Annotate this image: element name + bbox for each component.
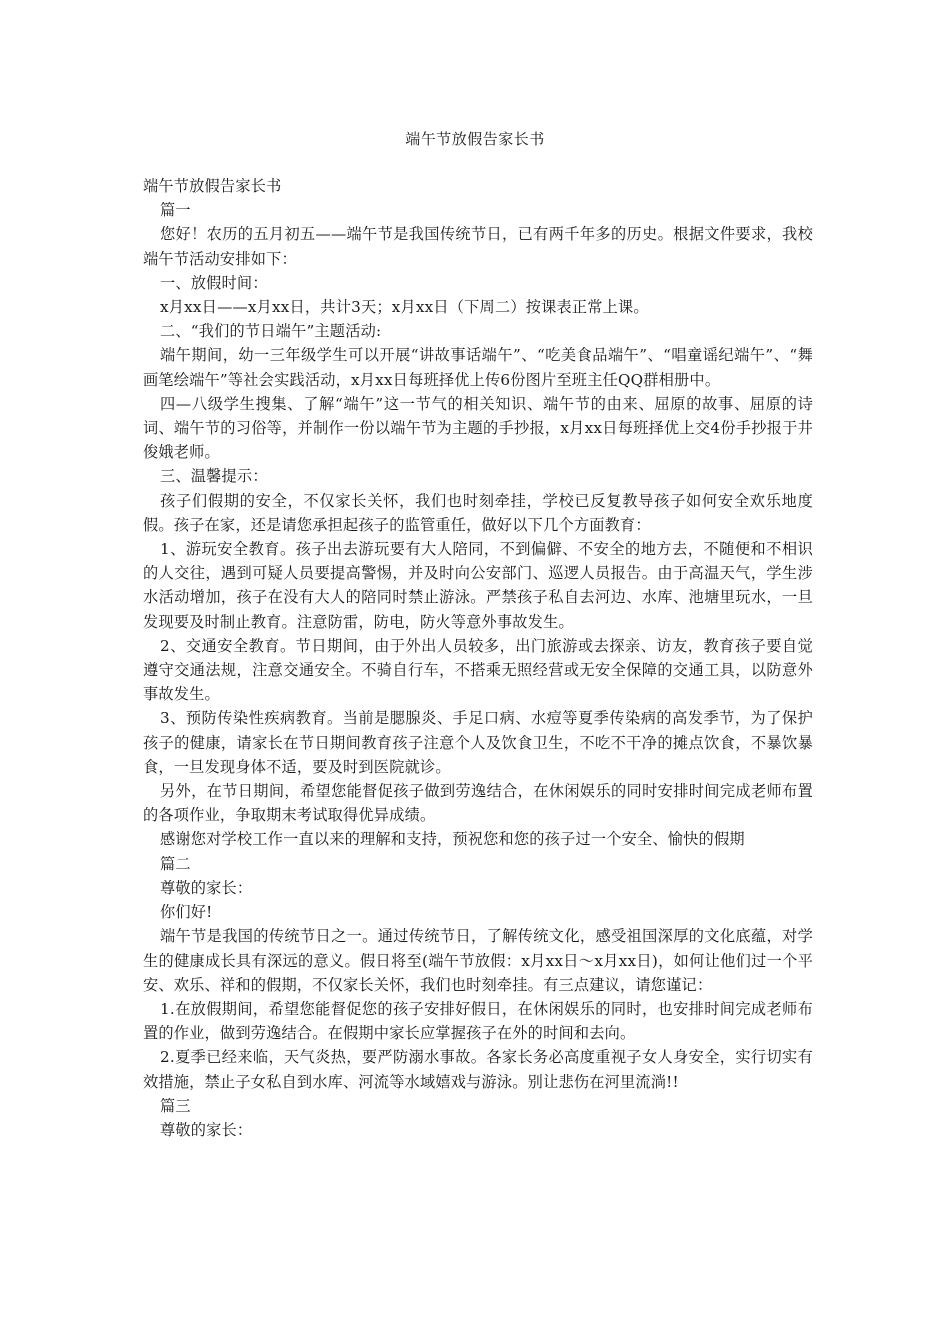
paragraph: x月xx日——x月xx日，共计3天；x月xx日（下周二）按课表正常上课。 [160, 298, 649, 317]
section-label-3: 篇三 [160, 1096, 191, 1115]
section-label-1: 篇一 [160, 201, 191, 220]
document-body [143, 174, 813, 1142]
paragraph: 感谢您对学校工作一直以来的理解和支持，预祝您和您的孩子过一个安全、愉快的假期 [160, 830, 745, 849]
paragraph: 端午节是我国的传统节日之一。通过传统节日，了解传统文化，感受祖国深厚的文化底蕴，对学生的健康成长具有深远的意义。假日将至(端午节放假：x月xx日～x月xx日)，如何让他们过一个平安、欢乐、祥和的假期，不仅家长关怀，我们也时刻牵挂。有三点建议，请您谨记： [143, 927, 813, 994]
paragraph: 三、温馨提示： [160, 467, 268, 486]
paragraph: 尊敬的家长： [160, 1120, 253, 1139]
paragraph: 一、放假时间： [160, 273, 268, 292]
paragraph: 2.夏季已经来临，天气炎热，要严防溺水事故。各家长务必高度重视子女人身安全，实行切实有效措施，禁止子女私自到水库、河流等水域嬉戏与游泳。别让悲伤在河里流淌!! [143, 1048, 813, 1091]
paragraph: 二、“我们的节日端午”主题活动: [160, 322, 382, 341]
section-label-2: 篇二 [160, 854, 191, 873]
paragraph: 您好！农历的五月初五——端午节是我国传统节日，已有两千年多的历史。根据文件要求，我校端午节活动安排如下： [143, 225, 813, 268]
document-title: 端午节放假告家长书 [405, 130, 545, 148]
paragraph: 2、交通安全教育。节日期间，由于外出人员较多，出门旅游或去探亲、访友，教育孩子要自觉遵守交通法规，注意交通安全。不骑自行车，不搭乘无照经营或无安全保障的交通工具，以防意外事故发生。 [143, 636, 813, 704]
paragraph: 端午期间，幼一三年级学生可以开展“讲故事话端午”、“吃美食品端午”、“唱童谣纪端午”、“舞画笔绘端午”等社会实践活动，x月xx日每班择优上传6份图片至班主任QQ群相册中。 [143, 346, 813, 389]
paragraph: 四—八级学生搜集、了解“端午”这一节气的相关知识、端午节的由来、屈原的故事、屈原的诗词、端午节的习俗等，并制作一份以端午节为主题的手抄报，x月xx日每班择优上交4份手抄报于井俊娥老师。 [143, 394, 813, 462]
paragraph: 你们好! [160, 903, 213, 922]
paragraph: 1、游玩安全教育。孩子出去游玩要有大人陪同，不到偏僻、不安全的地方去，不随便和不相识的人交往，遇到可疑人员要提高警惕，并及时向公安部门、巡逻人员报告。由于高温天气，学生涉水活动增加，孩子在没有大人的陪同时禁止游泳。严禁孩子私自去河边、水库、池塘里玩水，一旦发现要及时制止教育。注意防雷，防电，防火等意外事故发生。 [143, 540, 813, 631]
paragraph: 3、预防传染性疾病教育。当前是腮腺炎、手足口病、水痘等夏季传染病的高发季节，为了保护孩子的健康，请家长在节日期间教育孩子注意个人及饮食卫生，不吃不干净的摊点饮食，不暴饮暴食，一旦发现身体不适，要及时到医院就诊。 [143, 709, 813, 776]
paragraph: 孩子们假期的安全，不仅家长关怀，我们也时刻牵挂，学校已反复教导孩子如何安全欢乐地度假。孩子在家，还是请您承担起孩子的监管重任，做好以下几个方面教育： [143, 491, 813, 534]
paragraph: 尊敬的家长： [160, 878, 253, 897]
body-heading: 端午节放假告家长书 [143, 177, 282, 195]
paragraph: 另外，在节日期间，希望您能督促孩子做到劳逸结合，在休闲娱乐的同时安排时间完成老师布置的各项作业，争取期末考试取得优异成绩。 [143, 782, 813, 825]
paragraph: 1.在放假期间，希望您能督促您的孩子安排好假日，在休闲娱乐的同时，也安排时间完成老师布置的作业，做到劳逸结合。在假期中家长应掌握孩子在外的时间和去向。 [143, 999, 813, 1043]
